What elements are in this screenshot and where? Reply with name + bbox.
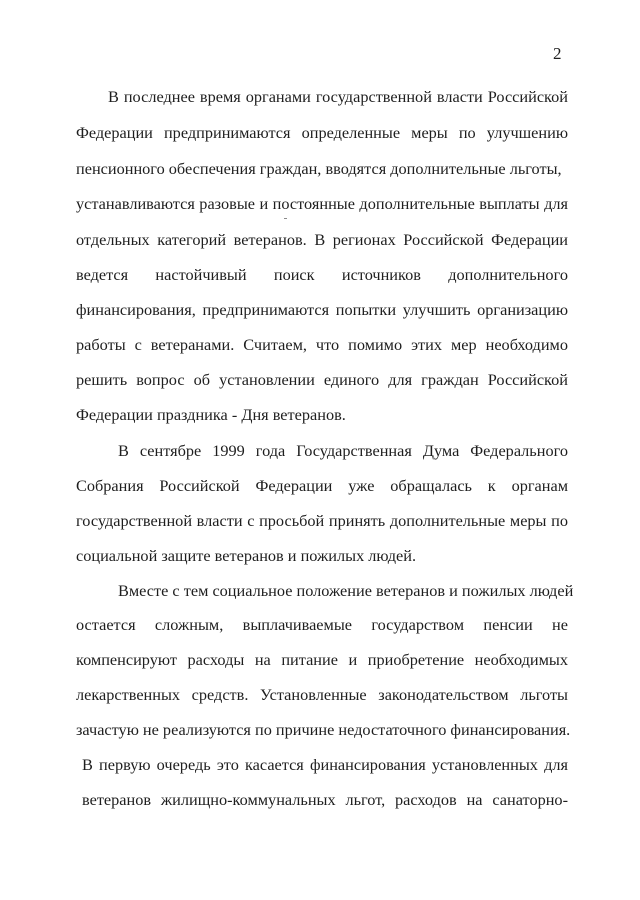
text-line: ветеранов жилищно-коммунальных льгот, расходов на санаторно- bbox=[82, 790, 568, 809]
text-line: решить вопрос об установлении единого для граждан Российской bbox=[76, 370, 568, 389]
text-line: зачастую не реализуются по причине недостаточного финансирования. bbox=[76, 720, 571, 739]
page-number: 2 bbox=[553, 44, 562, 63]
text-line: пенсионного обеспечения граждан, вводятся дополнительные льготы, bbox=[76, 159, 562, 178]
text-line: остается сложным, выплачиваемые государством пенсии не bbox=[76, 615, 568, 634]
text-line: В последнее время органами государственной власти Российской bbox=[108, 87, 568, 106]
text-line: Собрания Российской Федерации уже обращалась к органам bbox=[76, 476, 568, 495]
text-line: Вместе с тем социальное положение ветеранов и пожилых людей bbox=[118, 581, 574, 600]
text-line: В сентябре 1999 года Государственная Дума Федерального bbox=[118, 441, 568, 460]
text-line: государственной власти с просьбой принять дополнительные меры по bbox=[76, 511, 568, 530]
text-line: Федерации предпринимаются определенные меры по улучшению bbox=[76, 123, 568, 142]
scan-speck bbox=[284, 218, 287, 219]
text-line: устанавливаются разовые и постоянные дополнительные выплаты для bbox=[76, 194, 568, 213]
text-line: ведется настойчивый поиск источников дополнительного bbox=[76, 265, 568, 284]
text-line: В первую очередь это касается финансирования установленных для bbox=[82, 755, 568, 774]
text-line: социальной защите ветеранов и пожилых людей. bbox=[76, 546, 417, 565]
text-line: компенсируют расходы на питание и приобретение необходимых bbox=[76, 650, 568, 669]
text-line: финансирования, предпринимаются попытки улучшить организацию bbox=[76, 300, 568, 319]
text-line: отдельных категорий ветеранов. В регионах Российской Федерации bbox=[76, 230, 568, 249]
text-line: работы с ветеранами. Считаем, что помимо этих мер необходимо bbox=[76, 335, 568, 354]
text-line: Федерации праздника - Дня ветеранов. bbox=[76, 405, 346, 424]
text-line: лекарственных средств. Установленные законодательством льготы bbox=[76, 685, 568, 704]
